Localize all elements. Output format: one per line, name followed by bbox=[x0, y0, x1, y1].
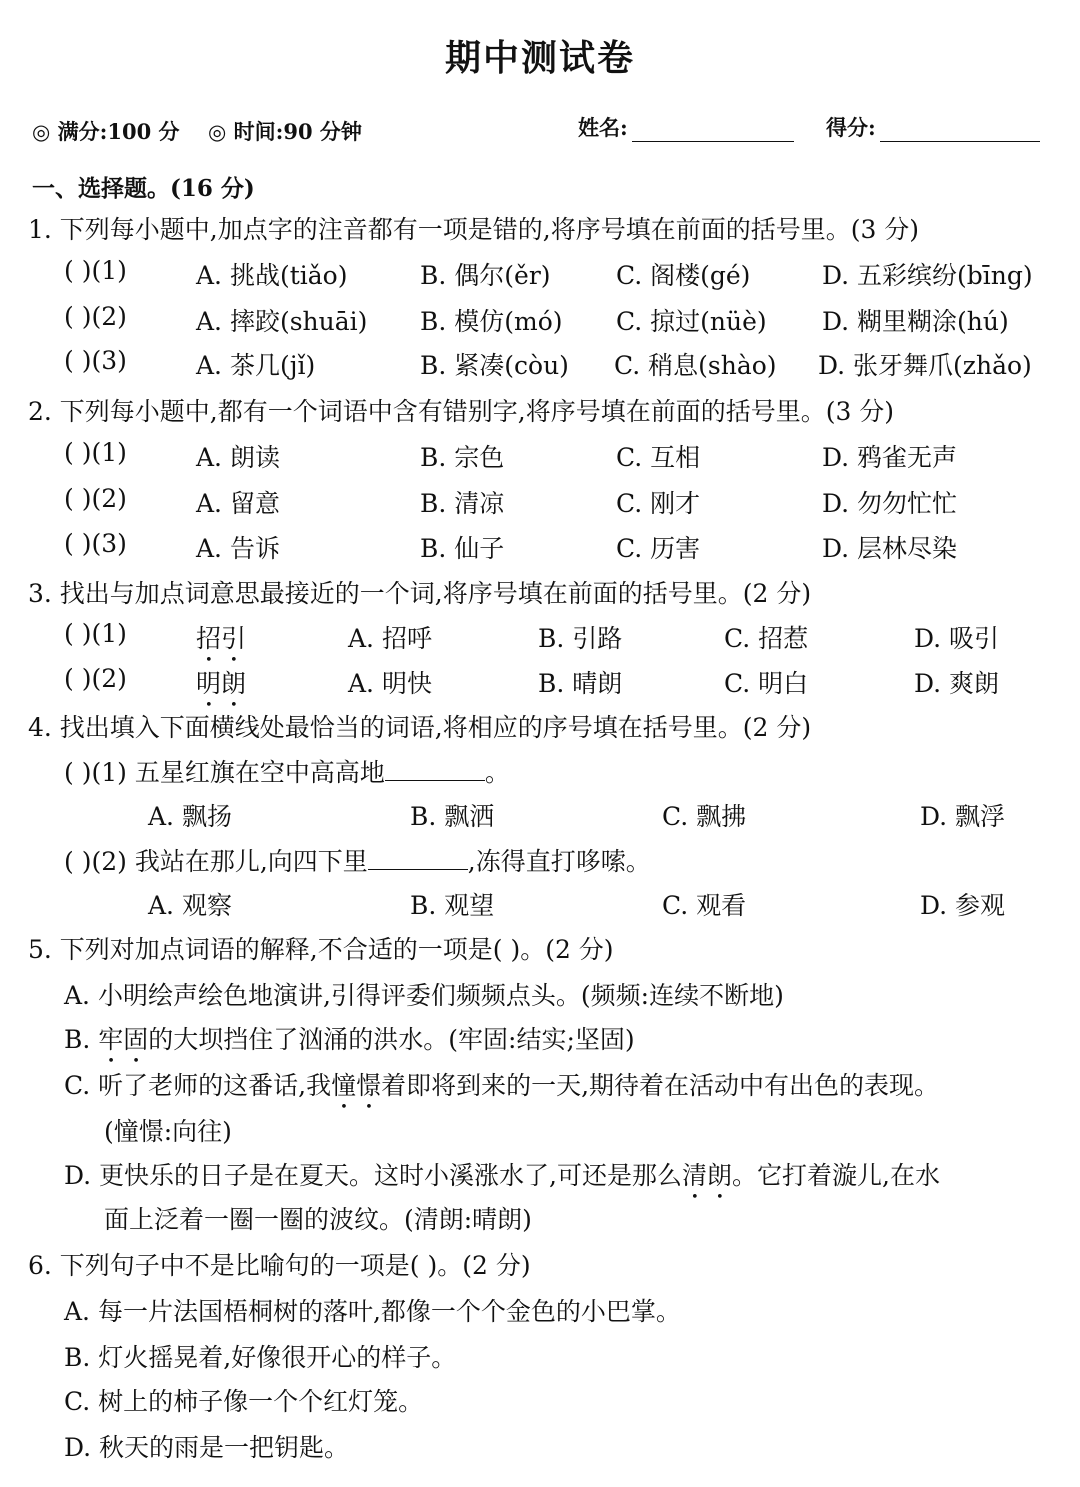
option-c: C. 招惹 bbox=[724, 624, 809, 653]
answer-paren[interactable]: ( )(2) bbox=[64, 302, 127, 331]
option-d: D. 层林尽染 bbox=[822, 534, 958, 563]
question-2-stem: 2. 下列每小题中,都有一个词语中含有错别字,将序号填在前面的括号里。(3 分) bbox=[28, 397, 895, 426]
dotted-word: 招引 bbox=[196, 624, 247, 653]
option-c: C. 飘拂 bbox=[662, 802, 747, 831]
option-c: C. 明白 bbox=[724, 669, 809, 698]
sentence-text: 我站在那儿,向四下里 bbox=[134, 847, 368, 876]
answer-paren[interactable]: ( )(1) bbox=[64, 619, 127, 648]
name-blank[interactable] bbox=[632, 121, 794, 142]
sentence-text: 五星红旗在空中高高地 bbox=[134, 758, 385, 787]
option-d: D. 张牙舞爪(zhǎo) bbox=[818, 351, 1032, 380]
question-3-stem: 3. 找出与加点词意思最接近的一个词,将序号填在前面的括号里。(2 分) bbox=[28, 579, 812, 608]
score-label: 得分: bbox=[826, 115, 876, 140]
fill-blank[interactable] bbox=[385, 756, 485, 781]
option-c: C. 历害 bbox=[616, 534, 701, 563]
sentence-2 bbox=[64, 842, 651, 878]
option-c: C. 树上的柿子像一个个红灯笼。 bbox=[64, 1387, 424, 1416]
score-field bbox=[826, 112, 1040, 142]
option-rest: 。它打着漩儿,在水 bbox=[732, 1161, 940, 1190]
option-d: D. 秋天的雨是一把钥匙。 bbox=[64, 1433, 350, 1462]
page-title: 期中测试卷 bbox=[444, 37, 635, 79]
answer-paren[interactable]: ( )(2) bbox=[64, 847, 127, 876]
option-d bbox=[64, 1156, 940, 1205]
full-score: ◎ 满分:100 分 bbox=[32, 119, 180, 144]
option-c: C. 观看 bbox=[662, 891, 747, 920]
option-prefix: C. 听了老师的这番话,我 bbox=[64, 1071, 332, 1100]
dotted-word: 清朗 bbox=[682, 1161, 733, 1190]
option-c: C. 稍息(shào) bbox=[614, 351, 777, 380]
answer-paren[interactable]: ( )(1) bbox=[64, 758, 127, 787]
option-b: B. 偶尔(ěr) bbox=[420, 261, 551, 290]
question-1-stem: 1. 下列每小题中,加点字的注音都有一项是错的,将序号填在前面的括号里。(3 分) bbox=[28, 215, 920, 244]
option-a: A. 告诉 bbox=[196, 534, 280, 563]
option-a: A. 每一片法国梧桐树的落叶,都像一个个金色的小巴掌。 bbox=[64, 1297, 681, 1326]
option-d: D. 糊里糊涂(hú) bbox=[822, 307, 1009, 336]
dotted-word: 憧憬 bbox=[331, 1071, 382, 1100]
name-label: 姓名: bbox=[578, 115, 628, 140]
option-b: B. 宗色 bbox=[420, 443, 505, 472]
sentence-end: ,冻得直打哆嗦。 bbox=[467, 847, 651, 876]
option-a: A. 茶几(jǐ) bbox=[196, 351, 316, 380]
answer-paren[interactable]: ( )(2) bbox=[64, 484, 127, 513]
option-c: C. 阁楼(gé) bbox=[616, 261, 751, 290]
sentence-1 bbox=[64, 753, 510, 789]
option-a: A. 留意 bbox=[196, 489, 280, 518]
option-c-note: (憧憬:向往) bbox=[104, 1117, 232, 1146]
option-c: C. 互相 bbox=[616, 443, 701, 472]
fill-blank[interactable] bbox=[368, 845, 468, 870]
option-d: D. 五彩缤纷(bīng) bbox=[822, 261, 1033, 290]
option-d: D. 吸引 bbox=[914, 624, 1000, 653]
dotted-word: 牢固 bbox=[98, 1025, 149, 1054]
option-a: A. 摔跤(shuāi) bbox=[196, 307, 368, 336]
option-c bbox=[64, 1066, 939, 1115]
question-5-stem: 5. 下列对加点词语的解释,不合适的一项是( )。(2 分) bbox=[28, 935, 614, 964]
sentence-end: 。 bbox=[484, 758, 510, 787]
option-b: B. 清凉 bbox=[420, 489, 505, 518]
option-a: A. 朗读 bbox=[196, 443, 280, 472]
option-b: B. 紧凑(còu) bbox=[420, 351, 569, 380]
option-c: C. 掠过(nüè) bbox=[616, 307, 767, 336]
option-prefix: B. bbox=[64, 1025, 99, 1054]
option-b: B. 灯火摇晃着,好像很开心的样子。 bbox=[64, 1343, 457, 1372]
option-b: B. 观望 bbox=[410, 891, 495, 920]
option-b: B. 飘洒 bbox=[410, 802, 495, 831]
option-b: B. 仙子 bbox=[420, 534, 505, 563]
option-d: D. 鸦雀无声 bbox=[822, 443, 958, 472]
answer-paren[interactable]: ( )(1) bbox=[64, 438, 127, 467]
option-a: A. 小明绘声绘色地演讲,引得评委们频频点头。(频频:连续不断地) bbox=[64, 981, 784, 1010]
answer-paren[interactable]: ( )(2) bbox=[64, 664, 127, 693]
answer-paren[interactable]: ( )(3) bbox=[64, 346, 127, 375]
score-blank[interactable] bbox=[880, 121, 1040, 142]
option-b: B. 模仿(mó) bbox=[420, 307, 563, 336]
option-a: A. 飘扬 bbox=[148, 802, 232, 831]
option-a: A. 招呼 bbox=[348, 624, 432, 653]
option-b bbox=[64, 1020, 635, 1069]
section-heading: 一、选择题。(16 分) bbox=[32, 175, 255, 202]
option-a: A. 挑战(tiǎo) bbox=[196, 261, 348, 290]
option-d-cont: 面上泛着一圈一圈的波纹。(清朗:晴朗) bbox=[104, 1205, 532, 1234]
option-rest: 的大坝挡住了汹涌的洪水。(牢固:结实;坚固) bbox=[148, 1025, 635, 1054]
option-rest: 着即将到来的一天,期待着在活动中有出色的表现。 bbox=[381, 1071, 940, 1100]
option-d: D. 爽朗 bbox=[914, 669, 1000, 698]
option-c: C. 刚才 bbox=[616, 489, 701, 518]
answer-paren[interactable]: ( )(1) bbox=[64, 256, 127, 285]
answer-paren[interactable]: ( )(3) bbox=[64, 529, 127, 558]
dotted-word: 明朗 bbox=[196, 669, 247, 698]
name-field bbox=[578, 112, 794, 142]
option-d: D. 飘浮 bbox=[920, 802, 1006, 831]
option-a: A. 观察 bbox=[148, 891, 232, 920]
option-d: D. 勿勿忙忙 bbox=[822, 489, 958, 518]
option-a: A. 明快 bbox=[348, 669, 432, 698]
option-prefix: D. 更快乐的日子是在夏天。这时小溪涨水了,可还是那么 bbox=[64, 1161, 682, 1190]
time-limit: ◎ 时间:90 分钟 bbox=[208, 119, 362, 144]
question-4-stem: 4. 找出填入下面横线处最恰当的词语,将相应的序号填在括号里。(2 分) bbox=[28, 713, 812, 742]
option-d: D. 参观 bbox=[920, 891, 1006, 920]
question-6-stem: 6. 下列句子中不是比喻句的一项是( )。(2 分) bbox=[28, 1251, 531, 1280]
option-b: B. 引路 bbox=[538, 624, 623, 653]
option-b: B. 晴朗 bbox=[538, 669, 623, 698]
